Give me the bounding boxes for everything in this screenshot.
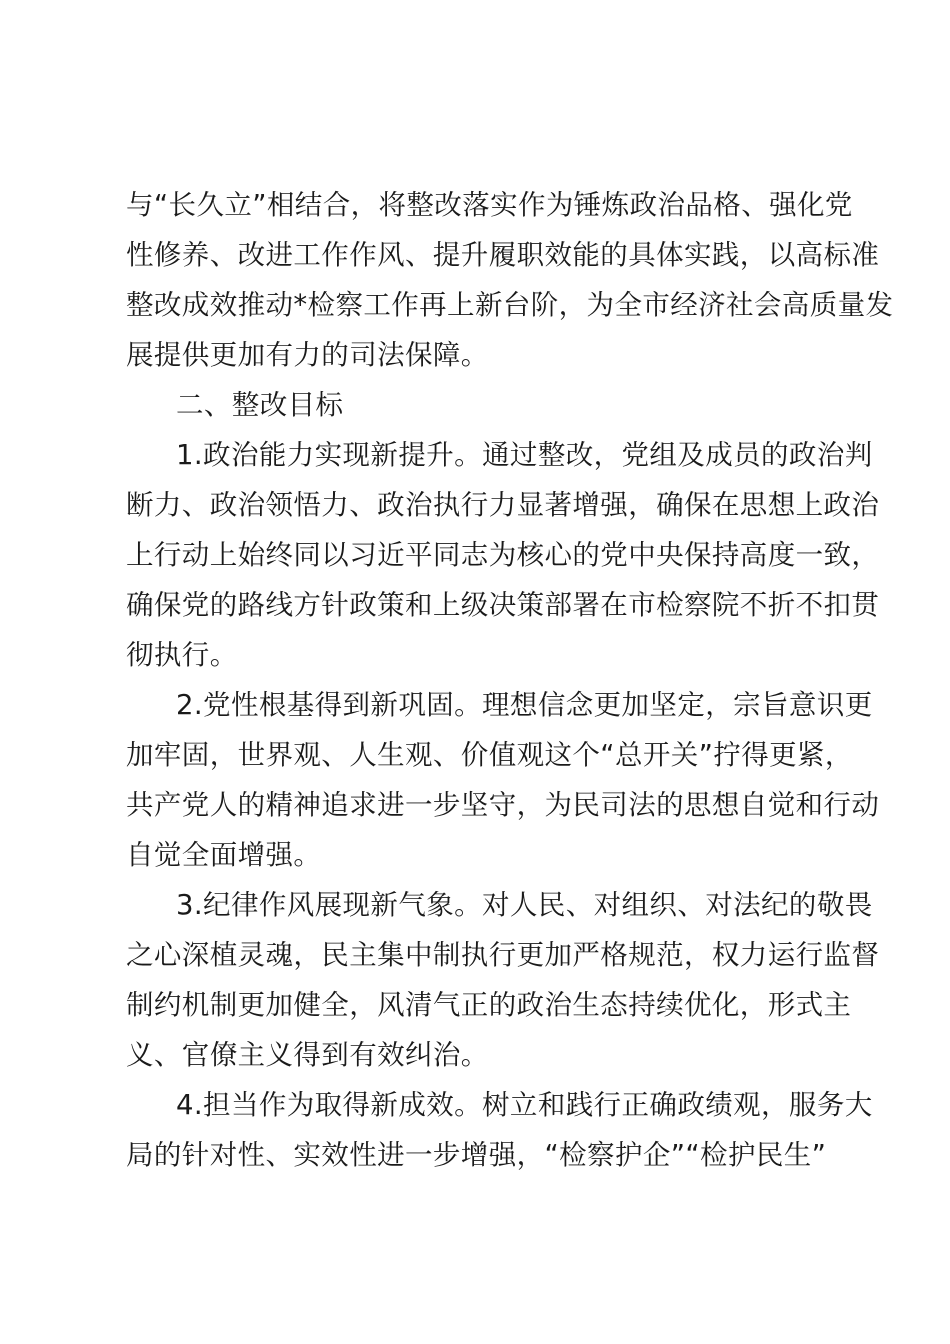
- text-line: 确保党的路线方针政策和上级决策部署在市检察院不折不扣贯: [126, 589, 880, 621]
- text-line: 义、官僚主义得到有效纠治。: [126, 1039, 489, 1071]
- paragraph-goal-2: [126, 680, 880, 880]
- text-line: 4.担当作为取得新成效。树立和践行正确政绩观，服务大: [176, 1089, 873, 1121]
- paragraph-goal-4: [126, 1080, 873, 1180]
- text-line: 共产党人的精神追求进一步坚守，为民司法的思想自觉和行动: [126, 789, 880, 821]
- paragraph-intro-continuation: [126, 180, 894, 380]
- text-line: 展提供更加有力的司法保障。: [126, 339, 489, 371]
- text-line: 之心深植灵魂，民主集中制执行更加严格规范，权力运行监督: [126, 939, 880, 971]
- text-line: 整改成效推动*检察工作再上新台阶，为全市经济社会高质量发: [126, 289, 894, 321]
- text-line: 局的针对性、实效性进一步增强，“检察护企”“检护民生”: [126, 1139, 827, 1171]
- paragraph-goal-1: [126, 430, 880, 680]
- section-heading-text: 二、整改目标: [176, 389, 344, 421]
- text-line: 与“长久立”相结合，将整改落实作为锤炼政治品格、强化党: [126, 189, 853, 221]
- text-line: 自觉全面增强。: [126, 839, 322, 871]
- text-line: 2.党性根基得到新巩固。理想信念更加坚定，宗旨意识更: [176, 689, 873, 721]
- text-line: 上行动上始终同以习近平同志为核心的党中央保持高度一致，: [126, 539, 880, 571]
- text-line: 制约机制更加健全，风清气正的政治生态持续优化，形式主: [126, 989, 852, 1021]
- paragraph-goal-3: [126, 880, 880, 1080]
- section-heading: [126, 380, 836, 430]
- text-line: 断力、政治领悟力、政治执行力显著增强，确保在思想上政治: [126, 489, 880, 521]
- text-line: 彻执行。: [126, 639, 238, 671]
- text-line: 加牢固，世界观、人生观、价值观这个“总开关”拧得更紧，: [126, 739, 853, 771]
- document-page: [126, 180, 894, 1180]
- text-line: 性修养、改进工作作风、提升履职效能的具体实践，以高标准: [126, 239, 880, 271]
- text-line: 3.纪律作风展现新气象。对人民、对组织、对法纪的敬畏: [176, 889, 873, 921]
- text-line: 1.政治能力实现新提升。通过整改，党组及成员的政治判: [176, 439, 873, 471]
